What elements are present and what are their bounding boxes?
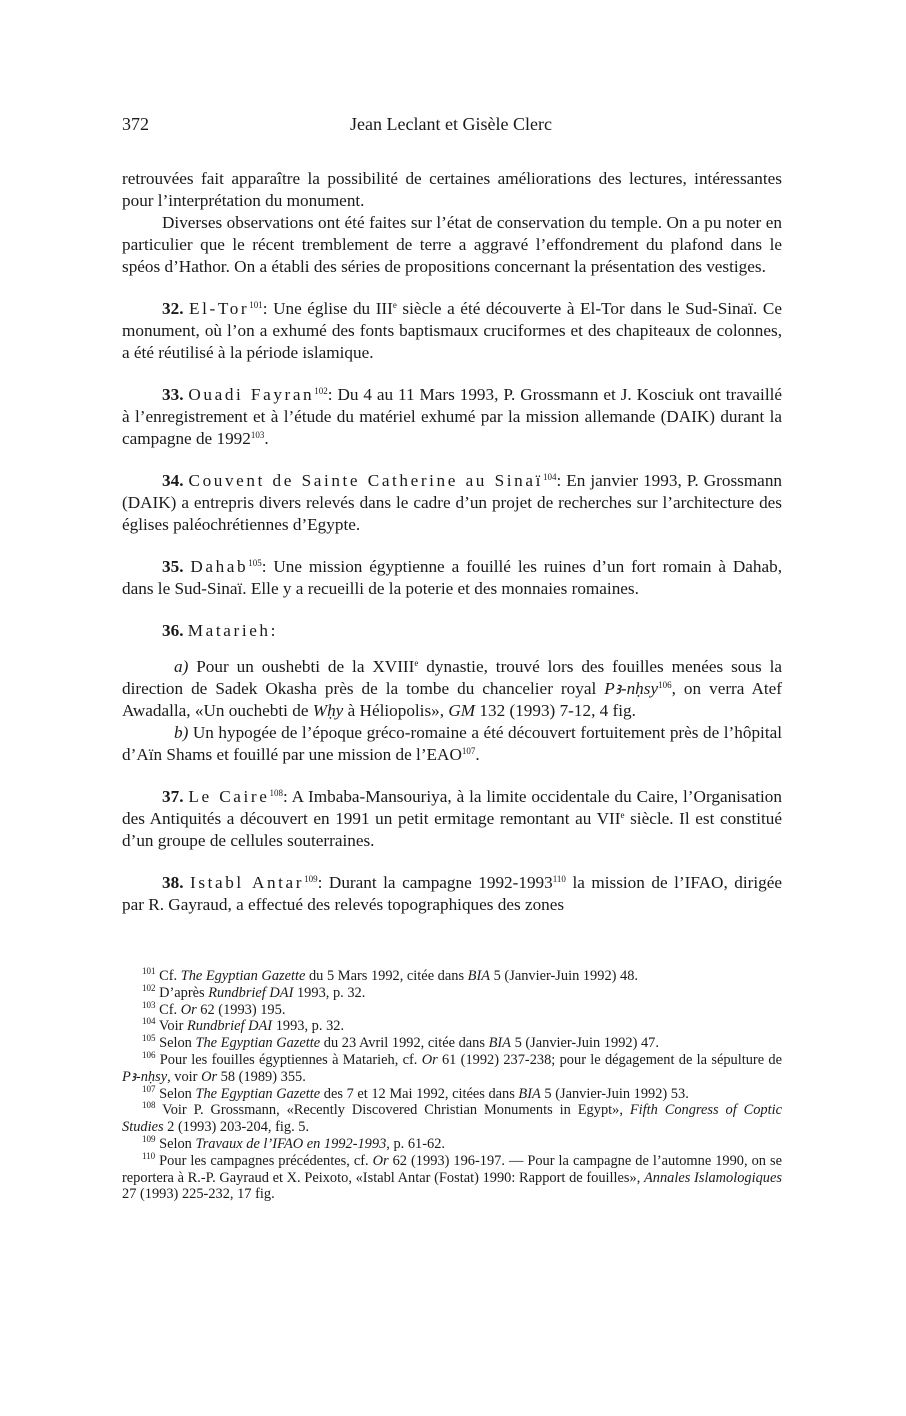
entry-36-a [122, 656, 782, 722]
footnote-number: 103 [142, 999, 156, 1010]
footnote-ref: 109 [304, 874, 318, 884]
entry-text: : Une mission égyptienne a fouillé les ruines d’un fort romain à Dahab, dans le Sud-Sinaï. Elle y a recueilli de la poterie et des monnaies romaines. [122, 557, 782, 598]
footnote-text: 5 (Janvier-Juin 1992) 47. [510, 1035, 659, 1052]
footnote-italic: The Egyptian Gazette [195, 1035, 321, 1052]
footnote-italic: BIA [467, 968, 491, 984]
footnote-text: 5 (Janvier-Juin 1992) 48. [490, 968, 639, 984]
footnote-105 [122, 1035, 782, 1052]
footnote-104 [122, 1018, 782, 1035]
entry-text: . [264, 429, 269, 448]
entry-36-b [122, 722, 782, 766]
intro-paragraph-1: retrouvées fait apparaître la possibilité de certaines améliorations des lectures, intéressantes pour l’interprétation du monument. [122, 169, 782, 210]
superscript: e [620, 810, 625, 820]
footnote-number: 102 [142, 982, 156, 993]
entry-number: 38. [162, 873, 184, 892]
entry-text: Pour un oushebti de la XVIII [188, 657, 415, 676]
footnote-ref: 104 [542, 472, 557, 482]
footnote-italic: Pꜣ-nḥsy [122, 1068, 168, 1085]
footnote-number: 109 [142, 1133, 156, 1144]
entry-number: 33. [162, 385, 184, 404]
page-header [122, 114, 780, 140]
footnote-number: 107 [142, 1083, 156, 1094]
entry-text: siècle. Il est constitué d’un groupe de cellules souterraines. [122, 809, 782, 850]
footnote-number: 110 [142, 1150, 156, 1161]
entry-32 [122, 298, 782, 364]
site-name: Ouadi Fayran [188, 385, 315, 404]
footnote-italic: Or [421, 1051, 438, 1068]
footnote-italic: Travaux de l’IFAO en 1992-1993 [195, 1135, 387, 1152]
footnote-text: Voir [155, 1018, 187, 1035]
footnote-text: D’après [155, 984, 209, 1001]
footnote-text: du 23 Avril 1992, citée dans [320, 1035, 489, 1052]
entry-text: , on verra Atef Awadalla, «Un ouchebti de [122, 679, 782, 720]
entry-text: . [475, 745, 480, 764]
entry-38 [122, 872, 782, 916]
footnote-text: Selon [155, 1035, 196, 1052]
entry-35 [122, 556, 782, 600]
footnote-ref: 110 [552, 874, 566, 884]
footnote-text: Cf. [155, 968, 181, 984]
footnote-text: 1993, p. 32. [293, 984, 366, 1001]
footnote-108 [122, 1102, 782, 1136]
footnote-110 [122, 1150, 782, 1203]
footnote-103 [122, 999, 782, 1019]
footnote-text: 1993, p. 32. [272, 1018, 345, 1035]
footnote-text: 27 (1993) 225-232, 17 fig. [122, 1186, 275, 1203]
footnote-text: Cf. [155, 1001, 181, 1018]
footnote-ref: 106 [658, 680, 672, 690]
footnote-italic: Rundbrief DAI [186, 1018, 273, 1035]
entry-text: à Héliopolis», [343, 701, 449, 720]
entry-text: la mission de l’IFAO, dirigée par R. Gayraud, a effectué des relevés topographiques des zones [122, 873, 782, 914]
site-name: Matarieh: [187, 621, 278, 640]
footnote-italic: The Egyptian Gazette [180, 968, 306, 984]
item-label: a) [174, 657, 189, 676]
footnote-number: 101 [142, 966, 156, 976]
journal-title: GM [448, 701, 476, 720]
footnote-101 [122, 968, 782, 985]
footnote-italic: BIA [488, 1035, 511, 1052]
footnote-109 [122, 1133, 782, 1153]
footnote-text: , p. 61-62. [386, 1135, 446, 1152]
footnotes [122, 968, 782, 1203]
item-label: b) [174, 723, 189, 742]
entry-text: : Du 4 au 11 Mars 1993, P. Grossmann et J. Kosciuk ont travaillé à l’enregistrement et à l’étude du matériel exhumé par la mission allemande (DAIK) durant la campagne de 1992 [122, 385, 783, 448]
entry-37 [122, 786, 782, 852]
site-name: Istabl Antar [190, 873, 305, 892]
footnote-102 [122, 982, 782, 1002]
entry-text: siècle a été découverte à El-Tor dans le Sud-Sinaï. Ce monument, où l’on a exhumé des fonts baptismaux cruciformes et des chapiteaux de colonnes, a été réutilisé à la période islamique. [122, 299, 782, 362]
footnote-italic: The Egyptian Gazette [195, 1085, 321, 1102]
entry-33 [122, 384, 782, 450]
footnote-text: 61 (1992) 237-238; pour le dégagement de la sépulture de [437, 1051, 782, 1068]
superscript: e [392, 300, 397, 310]
site-name: Le Caire [188, 787, 270, 806]
footnote-number: 108 [142, 1100, 156, 1111]
entry-text: : En janvier 1993, P. Grossmann (DAIK) a entrepris divers relevés dans le cadre d’un projet de recherches sur l’architecture des églises paléochrétiennes d’Egypte. [122, 471, 783, 534]
entry-number: 34. [162, 471, 184, 490]
royal-name: Pꜣ-nḥsy [604, 679, 659, 698]
entry-36 [122, 620, 782, 642]
footnote-italic: Or [180, 1001, 197, 1018]
intro-paragraph-2: Diverses observations ont été faites sur l’état de conservation du temple. On a pu noter en particulier que le récent tremblement de terre a aggravé l’effondrement du plafond dans le spéos d’Hathor. On a établi des séries de propositions concernant la présentation des vestiges. [122, 213, 782, 276]
running-head: Jean Leclant et Gisèle Clerc [350, 114, 552, 134]
entry-text: : Durant la campagne 1992-1993 [317, 873, 553, 892]
footnote-italic: Or [372, 1152, 389, 1169]
superscript: e [414, 658, 419, 668]
footnote-text: Pour les fouilles égyptiennes à Matarieh, cf. [155, 1051, 422, 1068]
footnote-number: 104 [142, 1016, 156, 1027]
entry-text: dynastie, trouvé lors des fouilles menées sous la direction de Sadek Okasha près de la tombe du chancelier royal [122, 657, 782, 698]
entry-number: 32. [162, 299, 184, 318]
entry-number: 36. [162, 621, 184, 640]
footnote-ref: 108 [269, 788, 283, 798]
footnote-text: , voir [167, 1068, 202, 1085]
name-why: Wḥy [312, 701, 344, 720]
footnote-106 [122, 1049, 782, 1086]
footnote-italic: Rundbrief DAI [208, 984, 294, 1001]
footnote-ref: 107 [461, 746, 476, 756]
footnote-text: Pour les campagnes précédentes, cf. [155, 1152, 373, 1169]
footnote-text: Voir P. Grossmann, «Recently Discovered Christian Monuments in Egypt», [155, 1102, 630, 1119]
page-number: 372 [122, 114, 149, 134]
entry-number: 35. [162, 557, 184, 576]
footnote-text: 58 (1989) 355. [217, 1068, 306, 1085]
entry-text: : Une église du III [262, 299, 393, 318]
site-name: El-Tor [189, 299, 250, 318]
footnote-text: 5 (Janvier-Juin 1992) 53. [540, 1085, 689, 1102]
footnote-ref: 102 [314, 386, 328, 396]
footnote-107 [122, 1083, 782, 1103]
footnote-ref: 105 [248, 558, 262, 568]
entry-text: : A Imbaba-Mansouriya, à la limite occidentale du Caire, l’Organisation des Antiquités a découvert en 1991 un petit ermitage remontant au VII [122, 787, 782, 828]
entry-34 [122, 470, 782, 536]
footnote-text: 2 (1993) 203-204, fig. 5. [163, 1119, 310, 1136]
footnote-text: des 7 et 12 Mai 1992, citées dans [320, 1085, 519, 1102]
footnote-ref: 101 [249, 300, 263, 310]
footnote-ref: 103 [250, 430, 265, 440]
site-name: Couvent de Sainte Catherine au Sinaï [188, 471, 543, 490]
footnote-number: 106 [142, 1049, 156, 1060]
footnote-text: Selon [155, 1135, 196, 1152]
entry-number: 37. [162, 787, 184, 806]
footnote-text: 62 (1993) 195. [196, 1001, 286, 1018]
footnote-text: Selon [155, 1085, 196, 1102]
footnote-italic: Fifth Congress of Coptic Studies [122, 1102, 782, 1136]
footnote-text: 62 (1993) 196-197. — Pour la campagne de l’automne 1990, on se reportera à R.-P. Gayraud et X. Peixoto, «Istabl Antar (Fostat) 1990: Rapport de fouilles», [122, 1152, 782, 1186]
footnote-text: du 5 Mars 1992, citée dans [305, 968, 468, 984]
footnote-italic: Or [201, 1068, 218, 1085]
entry-text: 132 (1993) 7-12, 4 fig. [475, 701, 636, 720]
footnote-italic: Annales Islamologiques [644, 1169, 782, 1186]
entry-text: Un hypogée de l’époque gréco-romaine a été découvert fortuitement près de l’hôpital d’Aïn Shams et fouillé par une mission de l’EAO [122, 723, 782, 764]
footnote-italic: BIA [518, 1085, 541, 1102]
footnote-number: 105 [142, 1033, 156, 1044]
site-name: Dahab [190, 557, 249, 576]
main-text [122, 168, 782, 916]
